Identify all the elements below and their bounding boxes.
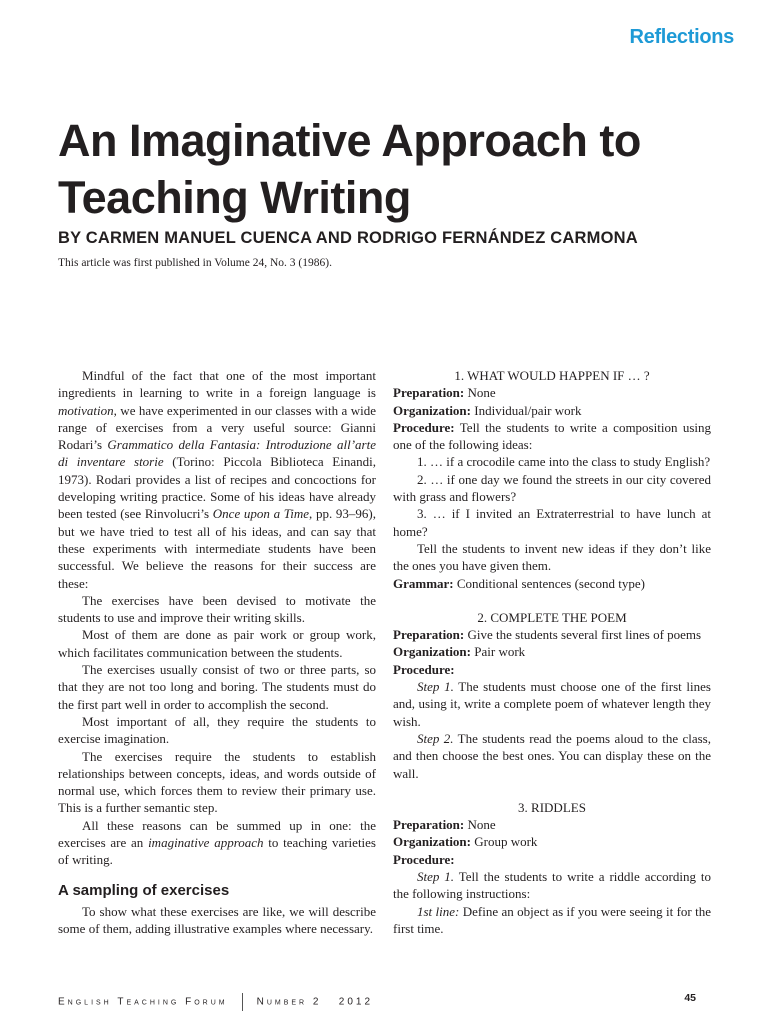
exercise-3-title: 3. RIDDLES: [518, 799, 586, 815]
exercise-2-preparation: Preparation: Give the students several first lines of poems: [393, 627, 702, 643]
exercise-1-idea-1: 1. … if a crocodile came into the class to study English?: [417, 454, 711, 470]
paragraph-reason-3: The exercises usually consist of two or three parts, so that they are not too long and boring. The students must do the first part well in order to accomplish the second.: [58, 662, 376, 712]
exercise-3-step-1: Step 1. Tell the students to write a riddle according to the following instructions:: [393, 869, 711, 902]
exercise-1-title: 1. WHAT WOULD HAPPEN IF … ?: [454, 368, 650, 383]
section-label: Reflections: [629, 26, 734, 48]
paragraph-summary: All these reasons can be summed up in one: the exercises are an imaginative approach to teaching varieties of writing.: [58, 817, 376, 868]
exercise-1-note: Tell the students to invent new ideas if they don’t like the ones you have given them.: [393, 540, 711, 574]
exercise-1-preparation: Preparation: None: [393, 385, 496, 401]
exercise-2-step-2: Step 2. The students read the poems aloud to the class, and then choose the best ones. You can display these on the wall.: [393, 730, 711, 781]
title-line-2: Teaching Writing: [58, 172, 411, 223]
exercise-3-preparation: Preparation: None: [393, 817, 496, 833]
article-title: [58, 112, 738, 226]
journal-name: English Teaching Forum: [58, 996, 228, 1008]
title-line-1: An Imaginative Approach to: [58, 115, 641, 166]
exercise-3-line-1: 1st line: Define an object as if you were seeing it for the first time.: [393, 903, 712, 936]
exercise-1-idea-2: 2. … if one day we found the streets in our city covered with grass and flowers?: [393, 471, 711, 505]
exercise-3-procedure: Procedure:: [393, 851, 455, 867]
issue-number: Number 2: [256, 996, 322, 1008]
paragraph-reason-5: The exercises require the students to establish relationships between concepts, ideas, and words outside of normal use, which forces them to review their primary use. This is a further semantic step.: [58, 748, 376, 816]
exercise-1-grammar: Grammar: Conditional sentences (second type): [393, 575, 645, 591]
left-column: [58, 367, 376, 937]
paragraph-reason-4: Most important of all, they require the students to exercise imagination.: [58, 713, 376, 747]
exercise-1-procedure: Procedure: Tell the students to write a composition using one of the following ideas:: [393, 419, 711, 453]
right-column: [393, 367, 711, 937]
paragraph-intro: Mindful of the fact that one of the most important ingredients in learning to write in a foreign language is motivation, we have experimented in our classes with a wide range of exercises from a very useful source: Gianni Rodari’s Grammatico della Fantasia: Introduzione all’arte di inventare storie (Torino: Piccola Biblioteca Einandi, 1973). Rodari provides a list of recipes and concoctions for developing writing practice. Some of his ideas have already been tested (see Rinvolucri’s Once upon a Time, pp. 93–96), but we have tried to test all of his ideas, and can say that these experiments with intermediate students have been successful. We believe the reasons for their success are these:: [58, 368, 376, 591]
publication-note: This article was first published in Volume 24, No. 3 (1986).: [58, 257, 332, 269]
exercise-1-organization: Organization: Individual/pair work: [393, 402, 582, 418]
exercise-1-idea-3: 3. … if I invited an Extraterrestrial to have lunch at home?: [393, 506, 711, 539]
exercise-3-organization: Organization: Group work: [393, 834, 538, 850]
section-heading: A sampling of exercises: [58, 881, 230, 899]
issue-year: 2012: [338, 996, 374, 1008]
paragraph-reason-1: The exercises have been devised to motivate the students to use and improve their writing skills.: [58, 592, 376, 626]
paragraph-reason-2: Most of them are done as pair work or group work, which facilitates communication between the students.: [58, 627, 376, 660]
exercise-2-title: 2. COMPLETE THE POEM: [477, 609, 627, 625]
footer: [58, 993, 373, 1011]
exercise-2-step-1: Step 1. The students must choose one of the first lines and, using it, write a complete poem of whatever length they wish.: [393, 679, 711, 729]
footer-divider: [242, 993, 243, 1011]
page-number: 45: [684, 992, 696, 1004]
exercise-2-procedure: Procedure:: [393, 661, 455, 677]
paragraph-sampling: To show what these exercises are like, we will describe some of them, adding illustrative examples where necessary.: [58, 903, 376, 936]
exercise-2-organization: Organization: Pair work: [393, 644, 526, 660]
byline: BY CARMEN MANUEL CUENCA AND RODRIGO FERNÁNDEZ CARMONA: [58, 229, 638, 247]
